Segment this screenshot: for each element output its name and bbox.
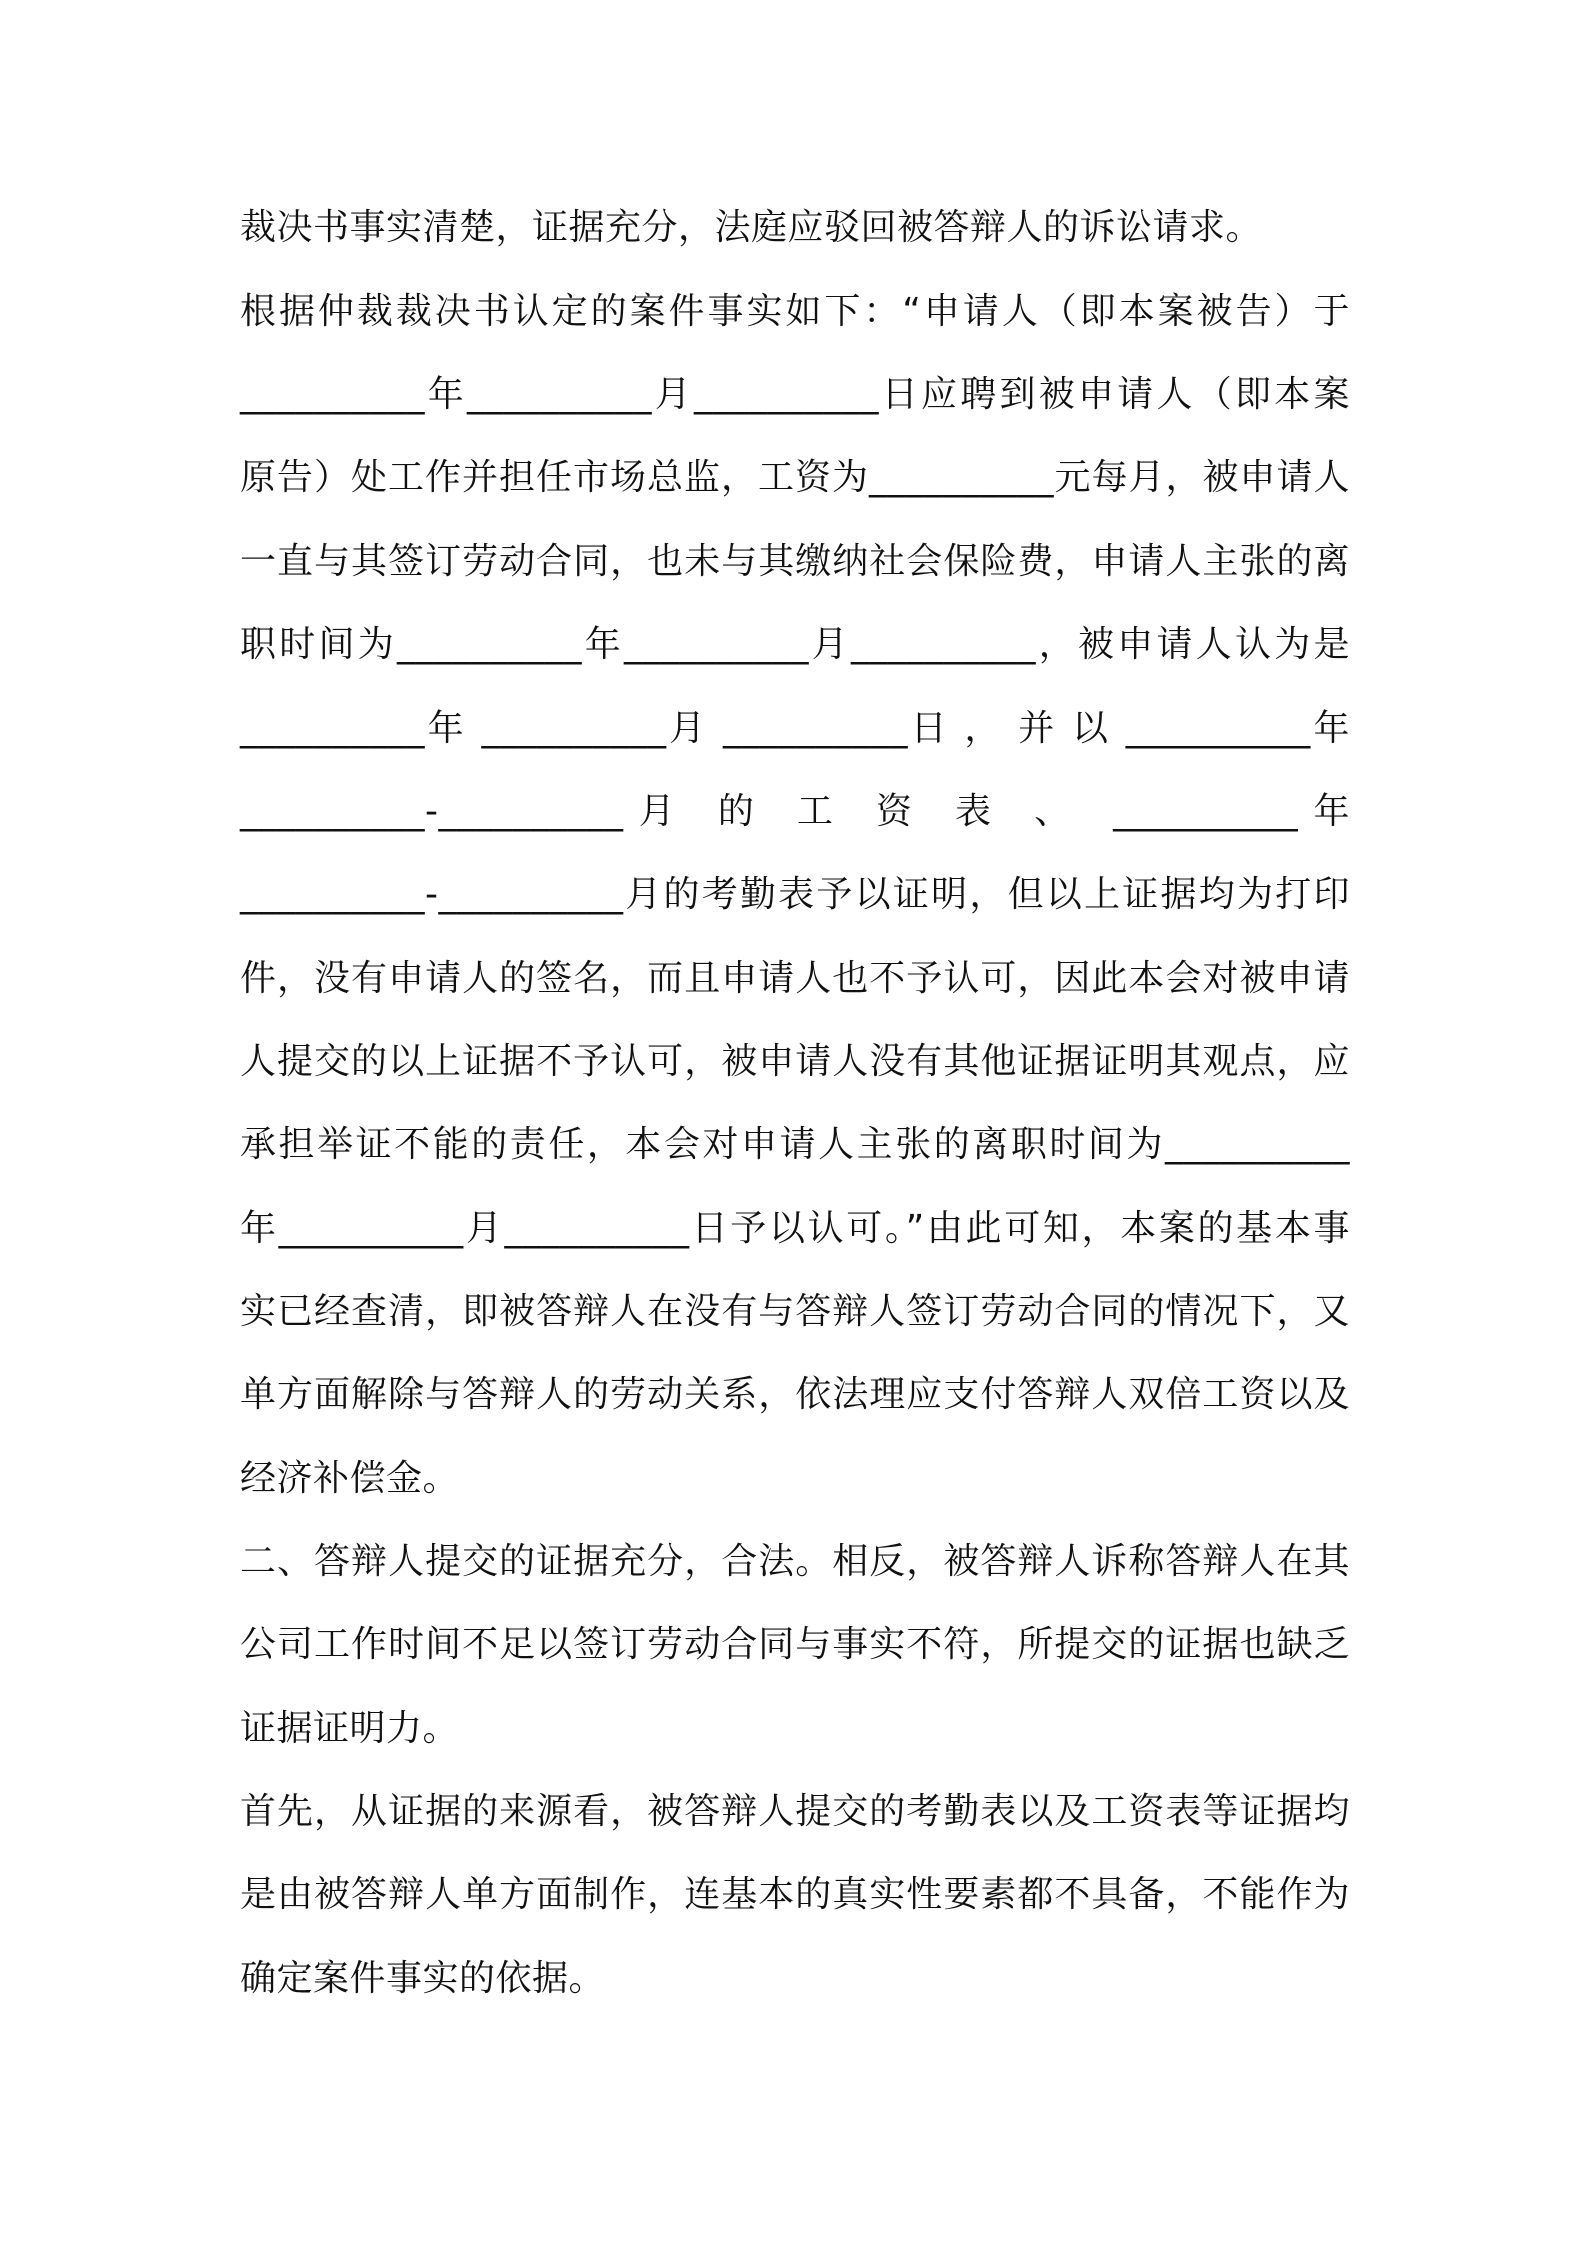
text-line-9: __________-__________月的考勤表予以证明，但以上证据均为打印 (240, 874, 1350, 915)
text-line-17: 二、答辩人提交的证据充分，合法。相反，被答辩人诉称答辩人在其 (240, 1541, 1350, 1582)
text-line-21: 是由被答辩人单方面制作，连基本的真实性要素都不具备，不能作为 (240, 1874, 1350, 1915)
text-line-13: 年__________月__________日予以认可。”由此可知，本案的基本事 (240, 1208, 1350, 1249)
text-line-12: 承担举证不能的责任，本会对申请人主张的离职时间为__________ (240, 1124, 1350, 1165)
text-line-16: 经济补偿金。 (240, 1458, 460, 1499)
text-line-2: 根据仲裁裁决书认定的案件事实如下：“申请人（即本案被告）于 (240, 291, 1350, 332)
text-line-5: 一直与其签订劳动合同，也未与其缴纳社会保险费，申请人主张的离 (240, 541, 1350, 582)
text-line-14: 实已经查清，即被答辩人在没有与答辩人签订劳动合同的情况下，又 (240, 1291, 1350, 1332)
text-line-1: 裁决书事实清楚，证据充分，法庭应驳回被答辩人的诉讼请求。 (240, 207, 1263, 248)
text-line-18: 公司工作时间不足以签订劳动合同与事实不符，所提交的证据也缺乏 (240, 1624, 1350, 1665)
text-line-7: __________年 __________月 __________日 ， 并 以 __________年 (240, 708, 1350, 749)
text-line-19: 证据证明力。 (240, 1708, 460, 1749)
text-line-11: 人提交的以上证据不予认可，被申请人没有其他证据证明其观点，应 (240, 1041, 1350, 1082)
text-line-20: 首先，从证据的来源看，被答辩人提交的考勤表以及工资表等证据均 (240, 1791, 1350, 1832)
text-line-4: 原告）处工作并担任市场总监，工资为__________元每月，被申请人 (240, 457, 1350, 498)
text-line-22: 确定案件事实的依据。 (240, 1958, 606, 1999)
text-line-15: 单方面解除与答辩人的劳动关系，依法理应支付答辩人双倍工资以及 (240, 1374, 1350, 1415)
text-line-3: __________年__________月__________日应聘到被申请人（即本案 (240, 374, 1350, 415)
text-line-8: __________-__________月 的 工 资 表 、 __________年 (240, 791, 1350, 832)
text-line-10: 件，没有申请人的签名，而且申请人也不予认可，因此本会对被申请 (240, 958, 1350, 999)
text-line-6: 职时间为__________年__________月__________，被申请人认为是 (240, 624, 1350, 665)
